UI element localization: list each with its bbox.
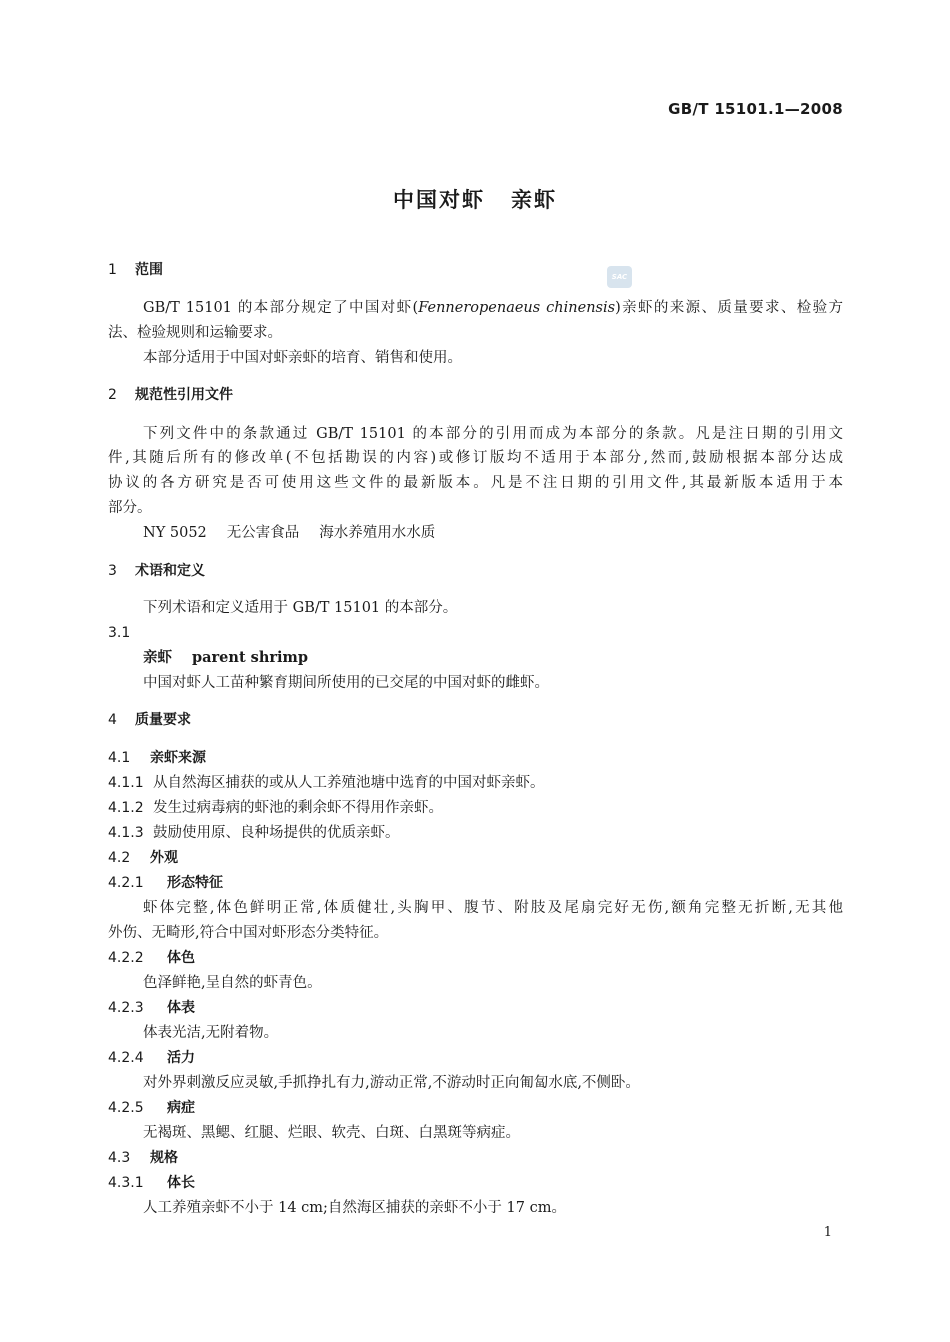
latin-species-name: Fenneropenaeus chinensis [418,300,616,316]
section-3-paragraph: 下列术语和定义适用于 GB/T 15101 的本部分。 [143,600,458,616]
clause-4-3-1-text: 人工养殖亲虾不小于 14 cm;自然海区捕获的亲虾不小于 17 cm。 [143,1200,566,1216]
title-part-1: 中国对虾 [393,188,485,212]
normative-reference: NY 5052 无公害食品 海水养殖用水水质 [143,525,436,541]
clause-4-1-2: 4.1.2 发生过病毒病的虾池的剩余虾不得用作亲虾。 [108,800,443,816]
clause-4-1-1: 4.1.1 从自然海区捕获的或从人工养殖池塘中选育的中国对虾亲虾。 [108,775,545,791]
section-4-2-5-heading: 4.2.5 病症 [108,1100,195,1116]
section-4-2-3-heading: 4.2.3 体表 [108,1000,195,1016]
section-2-line-3: 协议的各方研究是否可使用这些文件的最新版本。凡是不注日期的引用文件,其最新版本适用于本 [108,475,843,491]
standard-code: GB/T 15101.1—2008 [668,100,843,118]
section-4-2-1-heading: 4.2.1 形态特征 [108,875,223,891]
section-2-line-1: 下列文件中的条款通过 GB/T 15101 的本部分的引用而成为本部分的条款。凡是注日期的引用文 [143,426,843,442]
clause-4-2-3-text: 体表光洁,无附着物。 [143,1025,279,1041]
clause-4-1-3: 4.1.3 鼓励使用原、良种场提供的优质亲虾。 [108,825,400,841]
section-4-2-2-heading: 4.2.2 体色 [108,950,195,966]
clause-4-2-1-line-2: 外伤、无畸形,符合中国对虾形态分类特征。 [108,925,389,941]
section-1-paragraph-1-cont: 法、检验规则和运输要求。 [108,325,282,341]
page-number: 1 [823,1225,832,1240]
section-4-3-heading: 4.3 规格 [108,1150,178,1166]
section-1-paragraph-2: 本部分适用于中国对虾亲虾的培育、销售和使用。 [143,350,462,366]
clause-4-2-4-text: 对外界刺激反应灵敏,手抓挣扎有力,游动正常,不游动时正向匍匐水底,不侧卧。 [143,1075,640,1091]
section-2-line-2: 件,其随后所有的修改单(不包括勘误的内容)或修订版均不适用于本部分,然而,鼓励根据本部分达成 [108,450,843,466]
section-1-paragraph-1: GB/T 15101 的本部分规定了中国对虾(Fenneropenaeus chinensis)亲虾的来源、质量要求、检验方 [143,300,844,316]
section-2-heading: 2 规范性引用文件 [108,387,233,403]
term-chinese: 亲虾 [143,650,172,666]
clause-4-2-1-line-1: 虾体完整,体色鲜明正常,体质健壮,头胸甲、腹节、附肢及尾扇完好无伤,额角完整无折断,无其他 [143,900,843,916]
title-part-2: 亲虾 [511,188,557,212]
term-definition: 中国对虾人工苗种繁育期间所使用的已交尾的中国对虾的雌虾。 [143,675,549,691]
sac-watermark-logo: SAC [607,266,632,288]
term-english: parent shrimp [192,649,309,666]
section-4-1-heading: 4.1 亲虾来源 [108,750,206,766]
reference-code: NY 5052 [143,525,207,541]
clause-4-2-2-text: 色泽鲜艳,呈自然的虾青色。 [143,975,322,991]
section-4-heading: 4 质量要求 [108,712,191,728]
document-title [0,184,950,214]
section-4-2-4-heading: 4.2.4 活力 [108,1050,195,1066]
section-3-heading: 3 术语和定义 [108,563,205,579]
clause-4-2-5-text: 无褐斑、黑鳃、红腿、烂眼、软壳、白斑、白黑斑等病症。 [143,1125,520,1141]
section-2-line-4: 部分。 [108,500,152,516]
subsection-3-1-number: 3.1 [108,625,131,641]
section-1-heading: 1 范围 [108,262,163,278]
section-4-2-heading: 4.2 外观 [108,850,178,866]
term-entry [143,648,308,668]
section-4-3-1-heading: 4.3.1 体长 [108,1175,195,1191]
